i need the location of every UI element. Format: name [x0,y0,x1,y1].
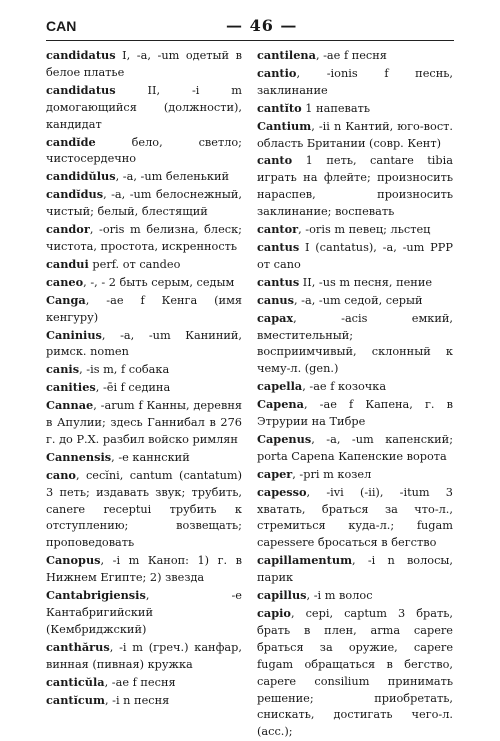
entry-definition: , -i m волос [306,589,373,603]
entry-definition: , -arum f Канны, деревня в Апулии; здесь Ганнибал в 276 г. до Р.Х. разбил войско римлян [46,399,242,446]
entry-headword: canities [46,380,96,395]
dictionary-entry [46,552,242,587]
entry-definition: , -oris m певец; льстец [298,223,431,237]
dictionary-entry [46,587,242,639]
entry-headword: canus [257,292,294,307]
dictionary-entry [257,274,453,292]
entry-definition: , -i n песня [104,693,170,707]
entry-headword: candĭdus [46,187,104,202]
dictionary-entry [257,292,453,310]
entry-definition: 1 петь, cantare tibia играть на флейте; произносить нараспев, произносить заклинание; воспевать [257,154,453,219]
entry-headword: Cantium [257,118,312,133]
dictionary-entry [46,221,242,256]
entry-headword: Cannae [46,398,94,413]
dictionary-entry [46,256,242,274]
dictionary-entry [257,100,453,118]
dictionary-entry [46,361,242,379]
entry-headword: canticŭla [46,674,105,689]
entry-definition: I (cantatus), -a, -um PPP от cano [257,240,453,271]
dictionary-entry [46,274,242,292]
entry-definition: , -e Кантабригийский (Кембриджский) [46,589,242,636]
entry-definition: , -ae f Кенга (имя кенгуру) [46,293,242,324]
entry-headword: capella [257,379,303,394]
entry-definition: I, -a, -um одетый в белое платье [46,49,242,79]
entry-definition: , -e каннский [111,450,190,464]
entry-headword: Capenus [257,431,312,446]
entry-headword: Cannensis [46,449,112,464]
entry-headword: Caninius [46,327,102,342]
dictionary-entry [257,118,453,153]
entry-headword: candidatus [46,48,116,62]
dictionary-entry [257,47,453,65]
dictionary-entry [46,134,242,169]
dictionary-entry [257,396,453,431]
entry-definition: , -pri m козел [292,467,372,481]
dictionary-entry [46,292,242,327]
dictionary-entry [46,327,242,362]
entry-headword: cantus [257,274,300,289]
entry-headword: candidŭlus [46,169,116,184]
entry-headword: cantĭcum [46,692,105,707]
entry-definition: II, -us m песня, пение [299,275,433,289]
dictionary-entry [46,692,242,710]
entry-definition: , cecĭni, cantum (cantatum) 3 петь; издавать звук; трубить, canere receptui трубить к отступлению; возвещать; проповедовать [46,468,242,550]
entry-definition: , -ae f Капена, г. в Этрурии на Тибре [257,398,453,429]
dictionary-entry [46,168,242,186]
entry-headword: capax [257,310,294,325]
dictionary-entry [46,47,242,82]
left-column [46,47,242,709]
entry-definition: , -ēi f седина [95,381,171,395]
dictionary-entry [46,82,242,134]
dictionary-entry [257,239,453,274]
dictionary-entry [257,605,453,741]
entry-definition: , -ae f козочка [302,380,387,394]
entry-definition: , -a, -um капенский; porta Capena Капенские ворота [257,432,453,463]
entry-definition: 1 напевать [301,101,371,115]
entry-headword: canthărus [46,639,110,654]
entry-definition: , -ae f песня [104,675,176,689]
dictionary-entry [46,449,242,467]
entry-headword: Cantabrigiensis [46,588,146,603]
dictionary-entry [257,65,453,100]
entry-definition: , cepi, captum 3 брать, брать в плен, arma capere браться за оружие, capere fugam обращаться в бегство, capere consilium принимать решение; приобретать, снискать, достигать чего-л. (acc.); [257,607,453,739]
entry-definition: perf. от candeo [88,257,181,271]
dictionary-entry [46,397,242,449]
entry-definition: II, -i m домогающийся (должности), кандидат [46,83,242,131]
entry-headword: capio [257,606,291,620]
entry-headword: cantĭto [257,100,302,115]
entry-headword: Canopus [46,553,101,568]
dictionary-entry [257,587,453,605]
page-number: — 46 — [226,16,298,35]
entry-headword: candor [46,222,90,237]
dictionary-entry [257,484,453,553]
dictionary-entry [257,152,453,221]
dictionary-entry [46,379,242,397]
entry-headword: caper [257,466,293,481]
entry-definition: , -i n волосы, парик [257,554,453,585]
page-header [46,16,454,40]
entry-headword: candĭde [46,134,96,149]
entry-definition: , -ii n Кантий, юго-вост. область Британии (совр. Кент) [257,119,453,150]
running-head: CAN [46,18,77,34]
entry-definition: , -ionis f песнь, заклинание [257,66,453,97]
entry-definition: , -ae f песня [315,49,387,62]
dictionary-entry [257,466,453,484]
entry-headword: canto [257,153,293,168]
entry-definition: , -ivi (-ii), -itum 3 хватать, браться за что-л., стремиться куда-л.; fugam capessere бросаться в бегство [257,485,453,550]
entry-headword: cantus [257,239,300,254]
entry-definition: , -a, -um седой, серый [294,293,423,307]
entry-definition: , -, - 2 быть серым, седым [83,275,235,289]
header-rule [46,40,454,41]
dictionary-entry [257,431,453,466]
entry-definition: , -i m (греч.) канфар, винная (пивная) кружка [46,640,242,671]
entry-headword: cantor [257,222,299,237]
entry-definition: , -a, -um белоснежный, чистый; белый, блестящий [46,188,242,219]
entry-definition: , -i m Каноп: 1) г. в Нижнем Египте; 2) звезда [46,554,242,585]
entry-headword: cano [46,467,76,482]
entry-headword: candidatus [46,82,116,97]
entry-headword: capillamentum [257,553,353,568]
dictionary-entry [46,467,242,553]
entry-definition: , -a, -um Каниний, римск. nomen [46,328,242,359]
entry-headword: Canga [46,292,86,307]
entry-headword: capillus [257,588,307,603]
dictionary-entry [46,674,242,692]
entry-definition: бело, светло; чистосердечно [46,135,242,166]
entry-headword: canis [46,362,80,377]
dictionary-entry [46,186,242,221]
right-column [257,47,453,741]
entry-definition: , -is m, f собака [79,363,170,377]
dictionary-entry [257,310,453,379]
entry-definition: , -a, -um беленький [115,170,230,184]
entry-definition: , -oris m белизна, блеск; чистота, простота, искренность [46,223,242,253]
dictionary-entry [257,552,453,587]
entry-headword: candui [46,256,89,271]
entry-headword: capesso [257,484,307,499]
entry-headword: caneo [46,274,84,289]
entry-headword: Capena [257,397,304,412]
dictionary-entry [257,221,453,239]
dictionary-entry [257,378,453,396]
entry-headword: cantio [257,65,297,80]
entry-headword: cantilena [257,48,316,62]
dictionary-entry [46,639,242,674]
entry-definition: , -acis емкий, вместительный; восприимчивый, склонный к чему-л. (gen.) [257,311,453,376]
